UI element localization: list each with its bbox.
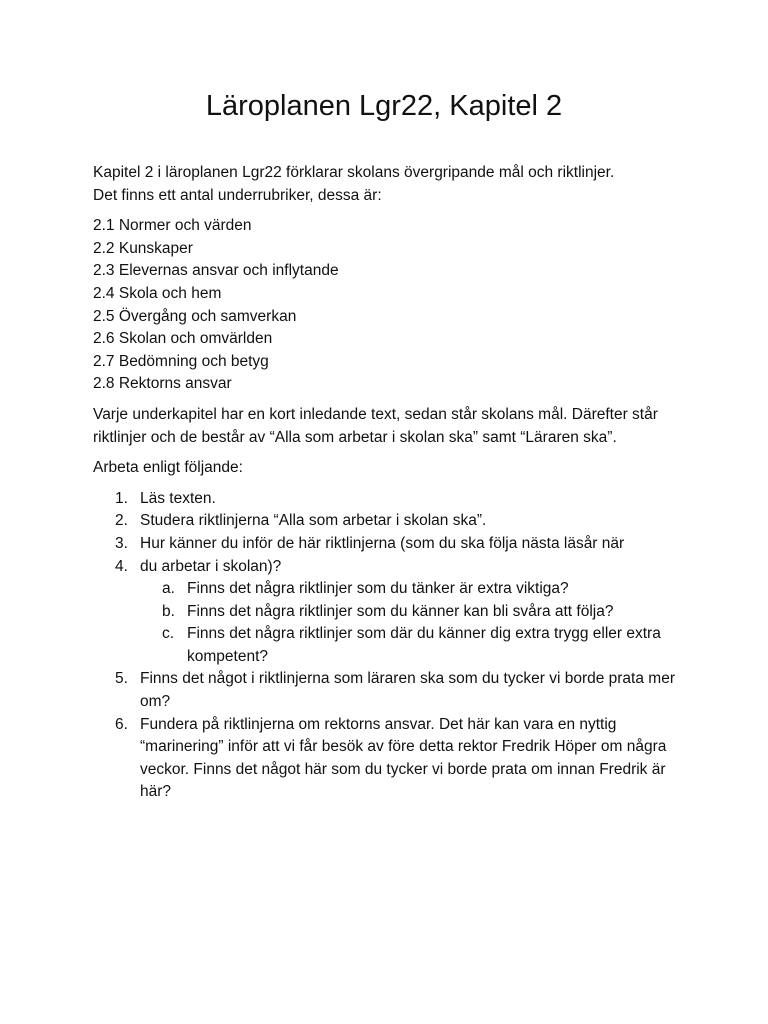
sub-question-text: Finns det några riktlinjer som där du känner dig extra trygg eller extra kompetent?: [187, 625, 661, 665]
step-number: 1.: [115, 489, 128, 507]
step-number: 5.: [115, 670, 128, 688]
sub-question-letter: b.: [162, 602, 175, 620]
sub-question-text: Finns det några riktlinjer som du tänker är extra viktiga?: [187, 580, 569, 598]
sub-question-item: [140, 578, 683, 601]
instruction-item: [93, 533, 683, 556]
step-number: 3.: [115, 534, 128, 552]
step-number: 2.: [115, 512, 128, 530]
step-text: Studera riktlinjerna “Alla som arbetar i skolan ska”.: [140, 512, 487, 530]
sub-question-item: [140, 623, 683, 668]
instruction-item: [93, 714, 683, 804]
subheading-item: 2.3 Elevernas ansvar och inflytande: [93, 262, 339, 280]
step-text: Läs texten.: [140, 489, 216, 507]
sub-question-item: [140, 601, 683, 624]
sub-question-text: Finns det några riktlinjer som du känner kan bli svåra att följa?: [187, 602, 614, 620]
structure-paragraph: Varje underkapitel har en kort inledande text, sedan står skolans mål. Därefter står riktlinjer och de består av “Alla som arbetar i skolan ska” samt “Läraren ska”.: [93, 405, 658, 446]
instructions-heading: Arbeta enligt följande:: [93, 459, 243, 477]
subheading-item: 2.1 Normer och värden: [93, 217, 252, 235]
sub-question-letter: c.: [162, 625, 175, 643]
subheading-item: 2.7 Bedömning och betyg: [93, 352, 269, 370]
subheading-item: 2.8 Rektorns ansvar: [93, 375, 232, 393]
instruction-item: [93, 510, 683, 533]
subheading-item: 2.2 Kunskaper: [93, 239, 193, 257]
step-text: Finns det något i riktlinjerna som läraren ska som du tycker vi borde prata mer om?: [140, 670, 675, 711]
sub-question-letter: a.: [162, 580, 175, 598]
step-number: 6.: [115, 715, 128, 733]
document-title: Läroplanen Lgr22, Kapitel 2: [205, 90, 563, 122]
step-number: 4.: [115, 557, 128, 575]
step-text: Fundera på riktlinjerna om rektorns ansvar. Det här kan vara en nyttig “marinering” inför att vi får besök av före detta rektor Fredrik Höper om några veckor. Finns det något här som du tycker vi borde prata om innan Fredrik är här?: [140, 715, 667, 801]
intro-paragraph: [93, 162, 683, 207]
sub-question-list: [140, 578, 683, 668]
step-text: Hur känner du inför de här riktlinjerna (som du ska följa nästa läsår när: [140, 534, 625, 552]
subheading-item: 2.4 Skola och hem: [93, 284, 222, 302]
instruction-list: [93, 488, 683, 804]
intro-line-1: Kapitel 2 i läroplanen Lgr22 förklarar skolans övergripande mål och riktlinjer.: [93, 164, 615, 181]
instruction-item: [93, 668, 683, 713]
document-body: [93, 162, 683, 804]
subheading-item: 2.6 Skolan och omvärlden: [93, 330, 273, 348]
intro-line-2: Det finns ett antal underrubriker, dessa är:: [93, 186, 382, 204]
subheading-item: 2.5 Övergång och samverkan: [93, 307, 297, 325]
step-text: du arbetar i skolan)?: [140, 557, 282, 575]
instruction-item: [93, 488, 683, 511]
instruction-item: [93, 556, 683, 669]
subheading-list: [93, 215, 683, 396]
